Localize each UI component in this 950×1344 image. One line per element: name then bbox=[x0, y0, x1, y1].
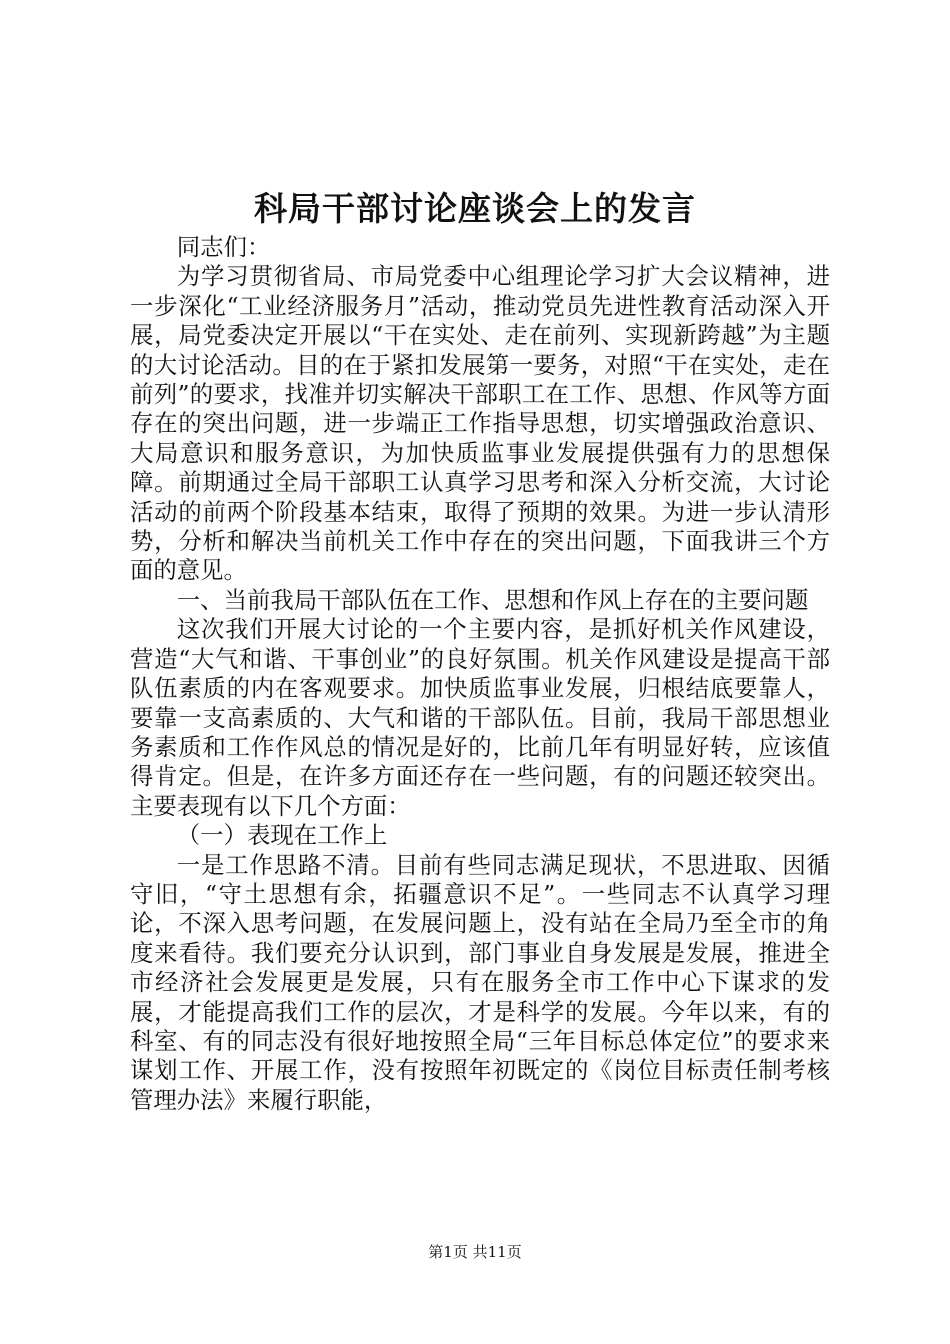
page-number: 第1页 bbox=[428, 1243, 468, 1261]
document-body bbox=[130, 233, 830, 1115]
page-total: 共11页 bbox=[472, 1243, 522, 1261]
paragraph-intro: 为学习贯彻省局、市局党委中心组理论学习扩大会议精神，进一步深化“工业经济服务月”活动，推动党员先进性教育活动深入开展，局党委决定开展以“干在实处、走在前列、实现新跨越”为主题的大讨论活动。目的在于紧扣发展第一要务，对照“干在实处，走在前列”的要求，找准并切实解决干部职工在工作、思想、作风等方面存在的突出问题，进一步端正工作指导思想，切实增强政治意识、大局意识和服务意识，为加快质监事业发展提供强有力的思想保障。前期通过全局干部职工认真学习思考和深入分析交流，大讨论活动的前两个阶段基本结束，取得了预期的效果。为进一步认清形势，分析和解决当前机关工作中存在的突出问题，下面我讲三个方面的意见。 bbox=[130, 262, 830, 585]
subsection-heading-1: （一）表现在工作上 bbox=[176, 821, 388, 850]
salutation: 同志们： bbox=[176, 233, 271, 261]
paragraph-section-1: 这次我们开展大讨论的一个主要内容，是抓好机关作风建设，营造“大气和谐、干事创业”的良好氛围。机关作风建设是提高干部队伍素质的内在客观要求。加快质监事业发展，归根结底要靠人，要靠一支高素质的、大气和谐的干部队伍。目前，我局干部思想业务素质和工作作风总的情况是好的，比前几年有明显好转，应该值得肯定。但是，在许多方面还存在一些问题，有的问题还较突出。主要表现有以下几个方面： bbox=[130, 615, 830, 820]
page-footer bbox=[0, 1241, 950, 1263]
document-title: 科局干部讨论座谈会上的发言 bbox=[254, 189, 696, 228]
paragraph-work-issues: 一是工作思路不清。目前有些同志满足现状，不思进取、因循守旧，“守土思想有余，拓疆意识不足”。一些同志不认真学习理论，不深入思考问题，在发展问题上，没有站在全局乃至全市的角度来看待。我们要充分认识到，部门事业自身发展是发展，推进全市经济社会发展更是发展，只有在服务全市工作中心下谋求的发展，才能提高我们工作的层次，才是科学的发展。今年以来，有的科室、有的同志没有很好地按照全局“三年目标总体定位”的要求来谋划工作、开展工作，没有按照年初既定的《岗位目标责任制考核管理办法》来履行职能， bbox=[130, 850, 830, 1114]
section-heading-1: 一、当前我局干部队伍在工作、思想和作风上存在的主要问题 bbox=[176, 585, 809, 614]
